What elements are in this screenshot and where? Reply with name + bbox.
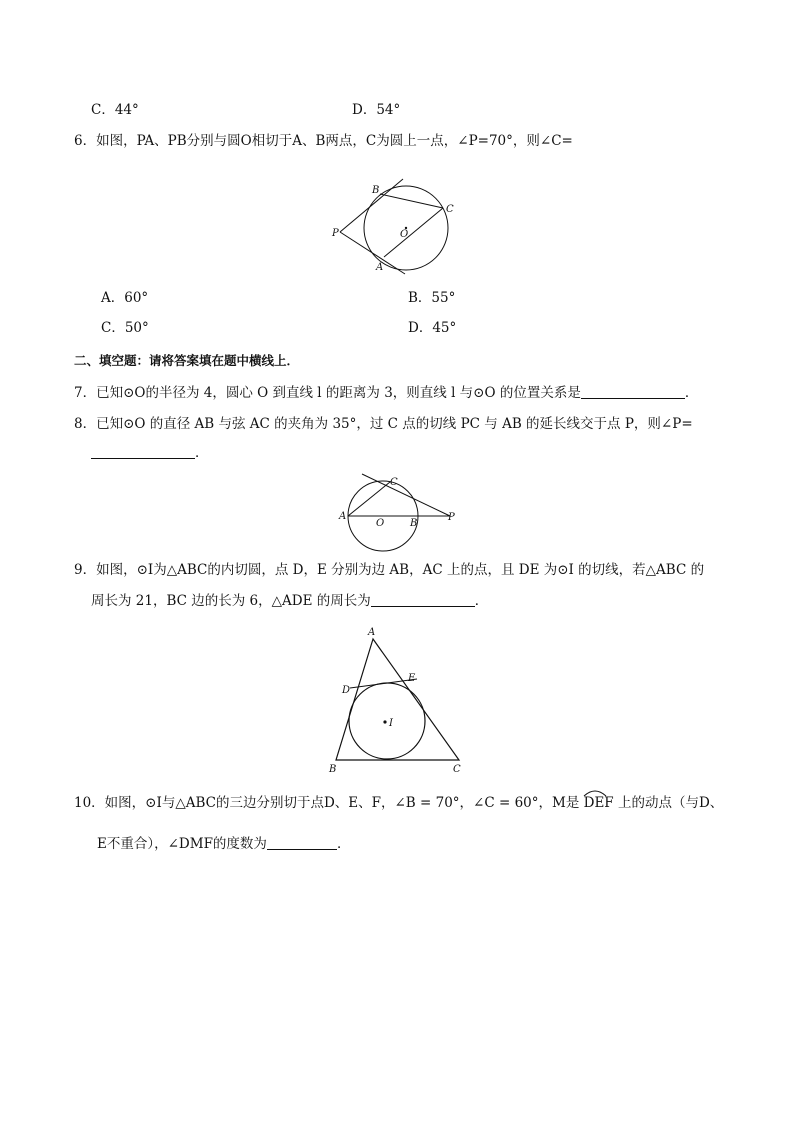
q6-option-c: C．50° — [101, 320, 149, 336]
section2-title: 二、填空题：请将答案填在题中横线上． — [74, 353, 300, 368]
q7-answer-blank[interactable] — [581, 384, 685, 399]
q9-end: ． — [474, 593, 489, 609]
q6-figure — [325, 175, 465, 275]
q8-chord-ac — [348, 482, 390, 516]
q6-label-c: C — [446, 204, 454, 215]
q8-end: ． — [195, 445, 209, 461]
q10-end: ． — [336, 836, 351, 852]
q5-option-c: C．44° — [91, 102, 139, 118]
q9-label-b: B — [329, 764, 337, 775]
q6-chord-ca — [384, 208, 443, 257]
q6-question-text: 6．如图，PA、PB分别与圆O相切于A、B两点，C为圆上一点，∠P=70°，则∠C= — [74, 133, 573, 149]
q6-option-a: A．60° — [101, 290, 149, 306]
q9-center-point — [383, 720, 386, 723]
q8-label-p: P — [448, 512, 455, 523]
q8-answer-blank[interactable] — [91, 444, 195, 459]
arc-icon — [582, 786, 608, 798]
q9-label-e: E — [408, 673, 416, 684]
q6-label-b: B — [372, 185, 380, 196]
q6-label-p: P — [332, 228, 339, 239]
q10-answer-blank[interactable] — [267, 835, 337, 850]
q9-question-line2: 周长为 21，BC 边的长为 6，△ADE 的周长为 — [91, 593, 371, 609]
q9-answer-blank[interactable] — [371, 592, 475, 607]
q9-triangle-abc — [336, 639, 459, 760]
q8-answer-line — [91, 443, 209, 463]
q9-label-c: C — [453, 764, 461, 775]
q9-incircle — [349, 683, 425, 759]
q9-line2 — [91, 591, 488, 611]
q10-line2 — [97, 834, 350, 854]
q7-line — [74, 383, 698, 403]
q5-option-d: D．54° — [352, 102, 401, 118]
q8-label-c: C — [390, 477, 398, 488]
q7-end: ． — [684, 385, 699, 401]
q6-label-a: A — [376, 262, 384, 273]
q9-question-line1: 9．如图，⊙I为△ABC的内切圆，点 D，E 分别为边 AB，AC 上的点，且 DE 为⊙I 的切线，若△ABC 的 — [74, 562, 705, 578]
q6-tangent-pa — [340, 232, 405, 274]
q8-label-o: O — [376, 518, 385, 529]
q9-label-d: D — [342, 685, 351, 696]
q8-tangent-pc — [362, 474, 450, 516]
q10-question-line2: E不重合），∠DMF的度数为 — [97, 836, 267, 852]
q8-label-a: A — [339, 511, 347, 522]
q9-label-i: I — [389, 718, 393, 729]
q6-label-o: O — [400, 229, 409, 240]
q10-question-line1: 10．如图，⊙I与△ABC的三边分别切于点D、E、F，∠B = 70°，∠C = 60°，M是 DEF 上的动点（与D、 — [74, 795, 724, 811]
q9-label-a: A — [368, 627, 376, 638]
q9-figure — [322, 622, 470, 776]
q7-question-text: 7．已知⊙O的半径为 4，圆心 O 到直线 l 的距离为 3，则直线 l 与⊙O 的位置关系是 — [74, 385, 581, 401]
q6-option-d: D．45° — [408, 320, 457, 336]
q8-label-b: B — [410, 518, 418, 529]
q6-option-b: B．55° — [408, 290, 456, 306]
q8-figure — [332, 468, 462, 552]
q8-question-text: 8．已知⊙O 的直径 AB 与弦 AC 的夹角为 35°，过 C 点的切线 PC 与 AB 的延长线交于点 P，则∠P= — [74, 416, 693, 432]
